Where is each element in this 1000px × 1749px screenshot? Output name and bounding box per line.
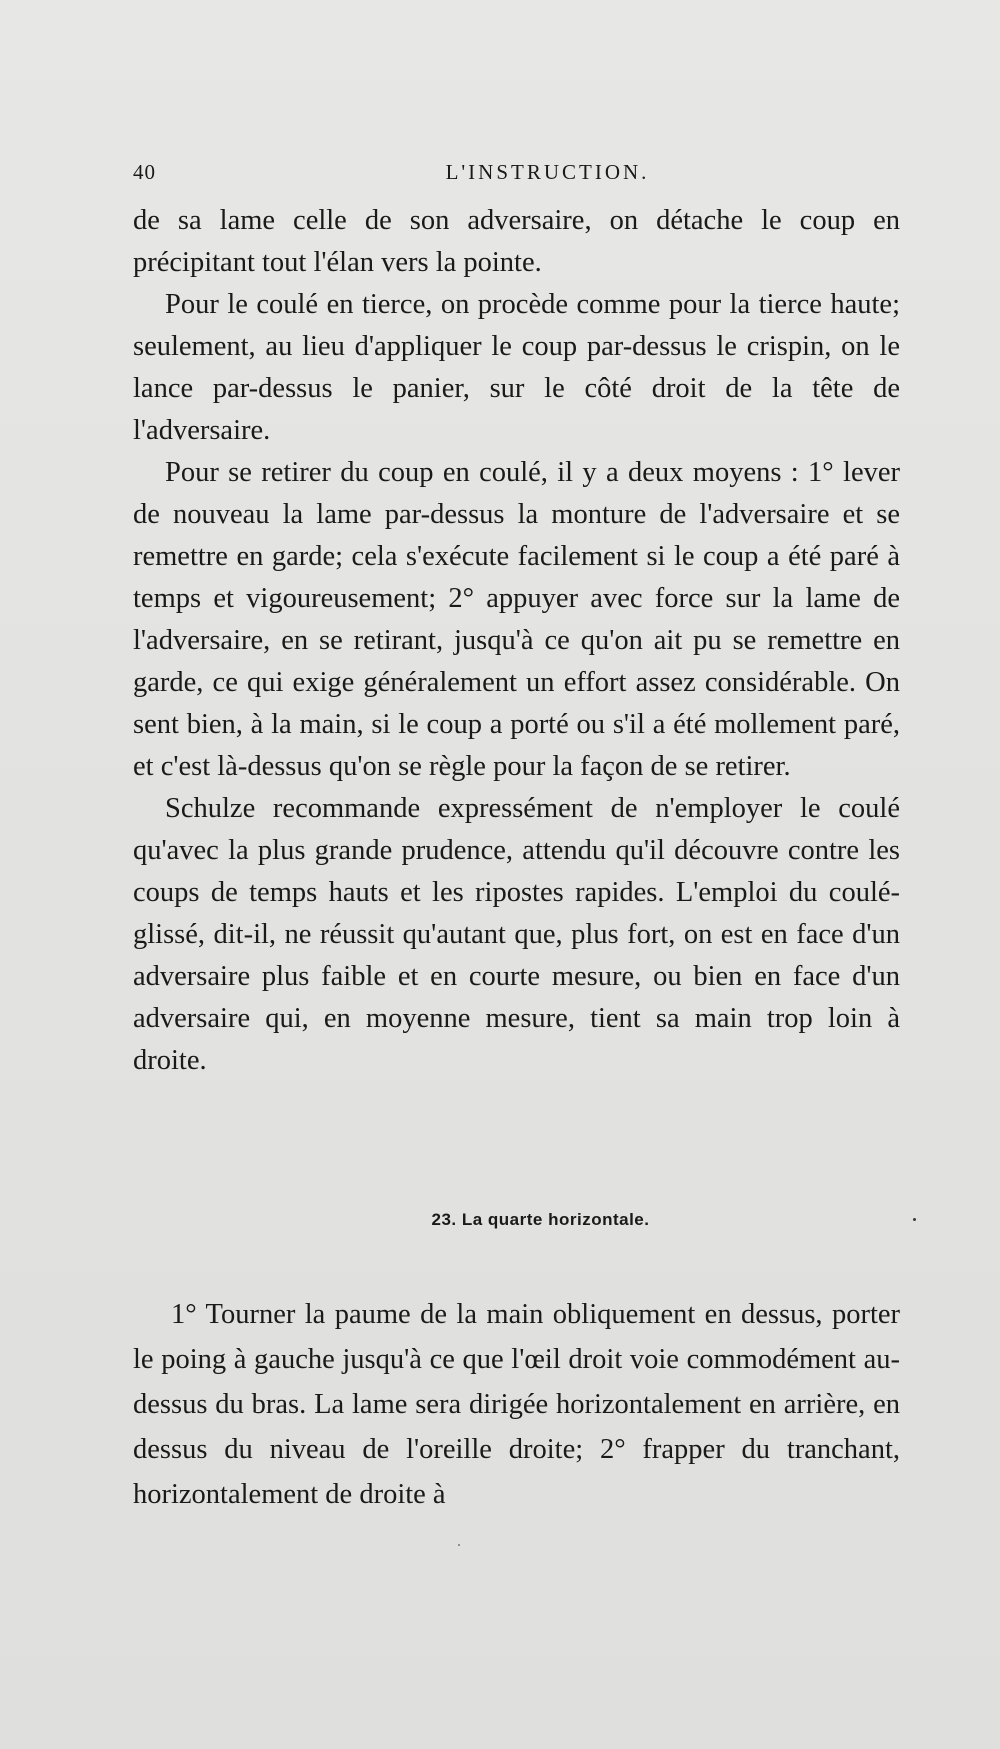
paper-speck — [913, 1218, 916, 1221]
paragraph: Schulze recommande expressément de n'employer le coulé qu'avec la plus grande prudence, attendu qu'il découvre contre les coups de temps hauts et les ripostes rapides. L'emploi du coulé-glissé, dit-il, ne réussit qu'autant que, plus fort, on est en face d'un adversaire plus faible et en courte mesure, ou bien en face d'un adversaire qui, en moyenne mesure, tient sa main trop loin à droite. — [133, 793, 900, 1076]
paragraph-continuation: de sa lame celle de son adversaire, on détache le coup en précipitant tout l'élan vers la pointe. — [133, 205, 900, 278]
body-text — [133, 200, 900, 1082]
section-text — [133, 1292, 900, 1517]
running-title: L'INSTRUCTION. — [445, 160, 650, 184]
page-number: 40 — [133, 160, 156, 184]
paragraph: Pour le coulé en tierce, on procède comme pour la tierce haute; seulement, au lieu d'appliquer le coup par-dessus le crispin, on le lance par-dessus le panier, sur le côté droit de la tête de l'adversaire. — [133, 289, 900, 446]
paragraph: Pour se retirer du coup en coulé, il y a deux moyens : 1° lever de nouveau la lame par-dessus la monture de l'adversaire et se remettre en garde; cela s'exécute facilement si le coup a été paré à temps et vigoureusement; 2° appuyer avec force sur la lame de l'adversaire, en se retirant, jusqu'à ce qu'on ait pu se remettre en garde, ce qui exige généralement un effort assez considérable. On sent bien, à la main, si le coup a porté ou s'il a été mollement paré, et c'est là-dessus qu'on se règle pour la façon de se retirer. — [133, 457, 900, 782]
running-head — [133, 160, 900, 190]
paper-speck — [458, 1544, 460, 1546]
paragraph: 1° Tourner la paume de la main obliquement en dessus, porter le poing à gauche jusqu'à ce que l'œil droit voie commodément au-dessus du bras. La lame sera dirigée horizontalement en arrière, en dessus du niveau de l'oreille droite; 2° frapper du tranchant, horizontalement de droite à — [133, 1299, 900, 1510]
section-heading: 23. La quarte horizontale. — [431, 1210, 650, 1229]
